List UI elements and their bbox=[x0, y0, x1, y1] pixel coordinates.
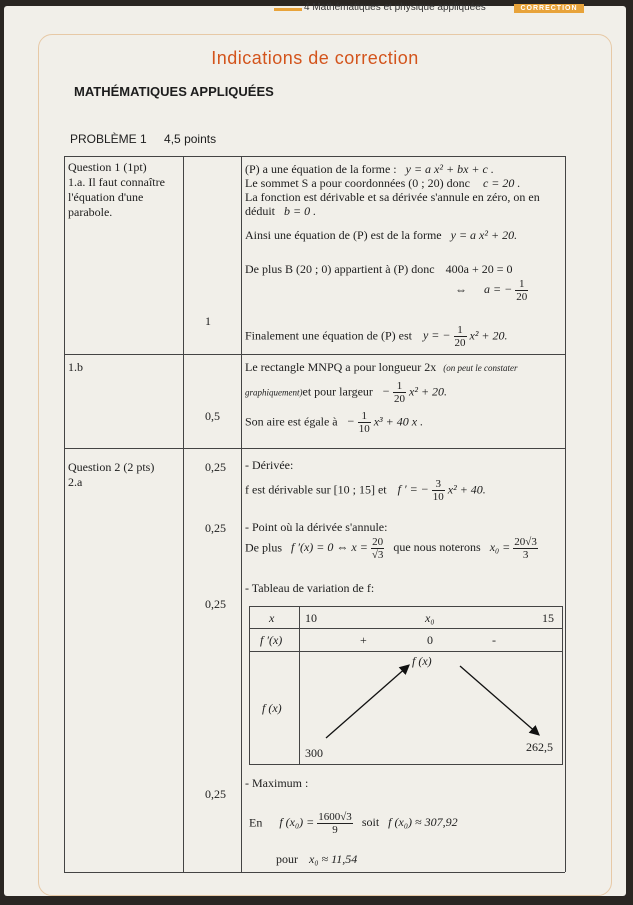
fraction: $\frac{20√3}{3}$ bbox=[514, 536, 537, 561]
row-divider-2 bbox=[64, 448, 565, 449]
vt-f-start: 300 bbox=[305, 746, 323, 760]
fraction: $\frac{1600√3}{9}$ bbox=[318, 811, 352, 836]
q2-max-line: En f (x₀) = $\frac{1600√3}{9}$ soit f (x₀) ≈ 307,92 bbox=[249, 811, 458, 836]
q2-for-line: pour x₀ ≈ 11,54 bbox=[276, 852, 358, 866]
q2-points-1: 0,25 bbox=[205, 460, 226, 474]
vt-border-top bbox=[249, 606, 563, 607]
fraction: $\frac{1}{20}$ bbox=[516, 278, 528, 303]
table-right-border bbox=[565, 156, 566, 872]
vt-border-bottom bbox=[249, 764, 563, 765]
q1-line-2: Le sommet S a pour coordonnées (0 ; 20) donc c = 20 . bbox=[245, 176, 521, 190]
fraction: $\frac{3}{10}$ bbox=[432, 478, 444, 503]
q2-zero-line: De plus f ′(x) = 0 ⇔ x = $\frac{20}{√3}$ que nous noterons x₀ = $\frac{20√3}{3}$ bbox=[245, 536, 537, 561]
table-bottom-border bbox=[64, 872, 565, 873]
vt-x-zero: x₀ bbox=[425, 611, 435, 625]
q2-points-4: 0,25 bbox=[205, 787, 226, 801]
q1-question-line-2: 1.a. Il faut connaître bbox=[68, 175, 165, 189]
vt-sign-plus: + bbox=[360, 633, 367, 647]
vt-border-right bbox=[562, 606, 563, 764]
variation-arrows bbox=[300, 652, 562, 764]
q2-max-title: - Maximum : bbox=[245, 776, 309, 790]
vt-row-divider-1 bbox=[249, 628, 563, 629]
row-divider-1 bbox=[64, 354, 565, 355]
problem-heading bbox=[70, 132, 216, 146]
column-divider-2 bbox=[241, 156, 242, 872]
q1-line-8: Finalement une équation de (P) est y = − $\frac{1}{20}$ x² + 20. bbox=[245, 324, 508, 349]
vt-x-end: 15 bbox=[542, 611, 554, 625]
page bbox=[4, 2, 626, 896]
q1b-line-2: graphiquement)et pour largeur − $\frac{1}{20}$ x² + 20. bbox=[245, 380, 448, 405]
q1-points: 1 bbox=[205, 314, 211, 328]
vt-label-x: x bbox=[269, 611, 275, 625]
problem-points: 4,5 points bbox=[164, 132, 217, 146]
header-accent-bar bbox=[274, 8, 302, 11]
table-left-border bbox=[64, 156, 65, 872]
vt-f-end: 262,5 bbox=[526, 740, 553, 754]
page-title: Indications de correction bbox=[211, 48, 419, 68]
q1-line-5: Ainsi une équation de (P) est de la forme y = a x² + 20. bbox=[245, 228, 518, 242]
section-heading: MATHÉMATIQUES APPLIQUÉES bbox=[74, 84, 274, 99]
q1-line-6: De plus B (20 ; 0) appartient à (P) donc 400a + 20 = 0 bbox=[245, 262, 513, 276]
q1b-points: 0,5 bbox=[205, 409, 220, 423]
fraction: $\frac{1}{20}$ bbox=[454, 324, 466, 349]
increasing-arrow-icon bbox=[326, 666, 408, 738]
vt-border-left bbox=[249, 606, 250, 764]
q1-line-1: (P) a une équation de la forme : y = a x² + bx + c . bbox=[245, 162, 494, 176]
table-top-border bbox=[64, 156, 565, 157]
vt-sign-zero: 0 bbox=[427, 633, 433, 647]
vt-label-f: f (x) bbox=[262, 701, 282, 715]
running-title: 4 Mathématiques et physique appliquées bbox=[304, 2, 486, 13]
vt-f-max: f (x) bbox=[412, 654, 432, 668]
q1b-question: 1.b bbox=[68, 360, 83, 374]
q1-line-4: déduit b = 0 . bbox=[245, 204, 317, 218]
q2-points-2: 0,25 bbox=[205, 521, 226, 535]
q2-points-3: 0,25 bbox=[205, 597, 226, 611]
q2-zero-title: - Point où la dérivée s'annule: bbox=[245, 520, 388, 534]
q1-question-line-1: Question 1 (1pt) bbox=[68, 160, 147, 174]
fraction: $\frac{20}{√3}$ bbox=[371, 536, 384, 561]
running-header bbox=[4, 2, 626, 18]
fraction: $\frac{1}{20}$ bbox=[394, 380, 406, 405]
problem-label: PROBLÈME 1 bbox=[70, 132, 147, 146]
fraction: $\frac{1}{10}$ bbox=[358, 410, 370, 435]
vt-label-derivative: f ′(x) bbox=[260, 633, 283, 647]
q1-line-7: ⇔ a = − $\frac{1}{20}$ bbox=[455, 278, 528, 303]
q2-question-line-1: Question 2 (2 pts) bbox=[68, 460, 155, 474]
vt-x-start: 10 bbox=[305, 611, 317, 625]
q1-question-line-4: parabole. bbox=[68, 205, 113, 219]
decreasing-arrow-icon bbox=[460, 666, 538, 734]
q2-derivative-line: f est dérivable sur [10 ; 15] et f ′ = − $\frac{3}{10}$ x² + 40. bbox=[245, 478, 486, 503]
q1-question-line-3: l'équation d'une bbox=[68, 190, 144, 204]
vt-sign-minus: - bbox=[492, 633, 496, 647]
q1-line-3: La fonction est dérivable et sa dérivée s'annule en zéro, on en bbox=[245, 190, 540, 204]
column-divider-1 bbox=[183, 156, 184, 872]
q2-question-line-2: 2.a bbox=[68, 475, 83, 489]
q1b-line-3: Son aire est égale à − $\frac{1}{10}$ x³ + 40 x . bbox=[245, 410, 424, 435]
q1b-line-1: Le rectangle MNPQ a pour longueur 2x (on peut le constater bbox=[245, 360, 518, 374]
q2-variation-title: - Tableau de variation de f: bbox=[245, 581, 375, 595]
q2-derivative-title: - Dérivée: bbox=[245, 458, 294, 472]
correction-badge: CORRECTION bbox=[514, 4, 584, 13]
